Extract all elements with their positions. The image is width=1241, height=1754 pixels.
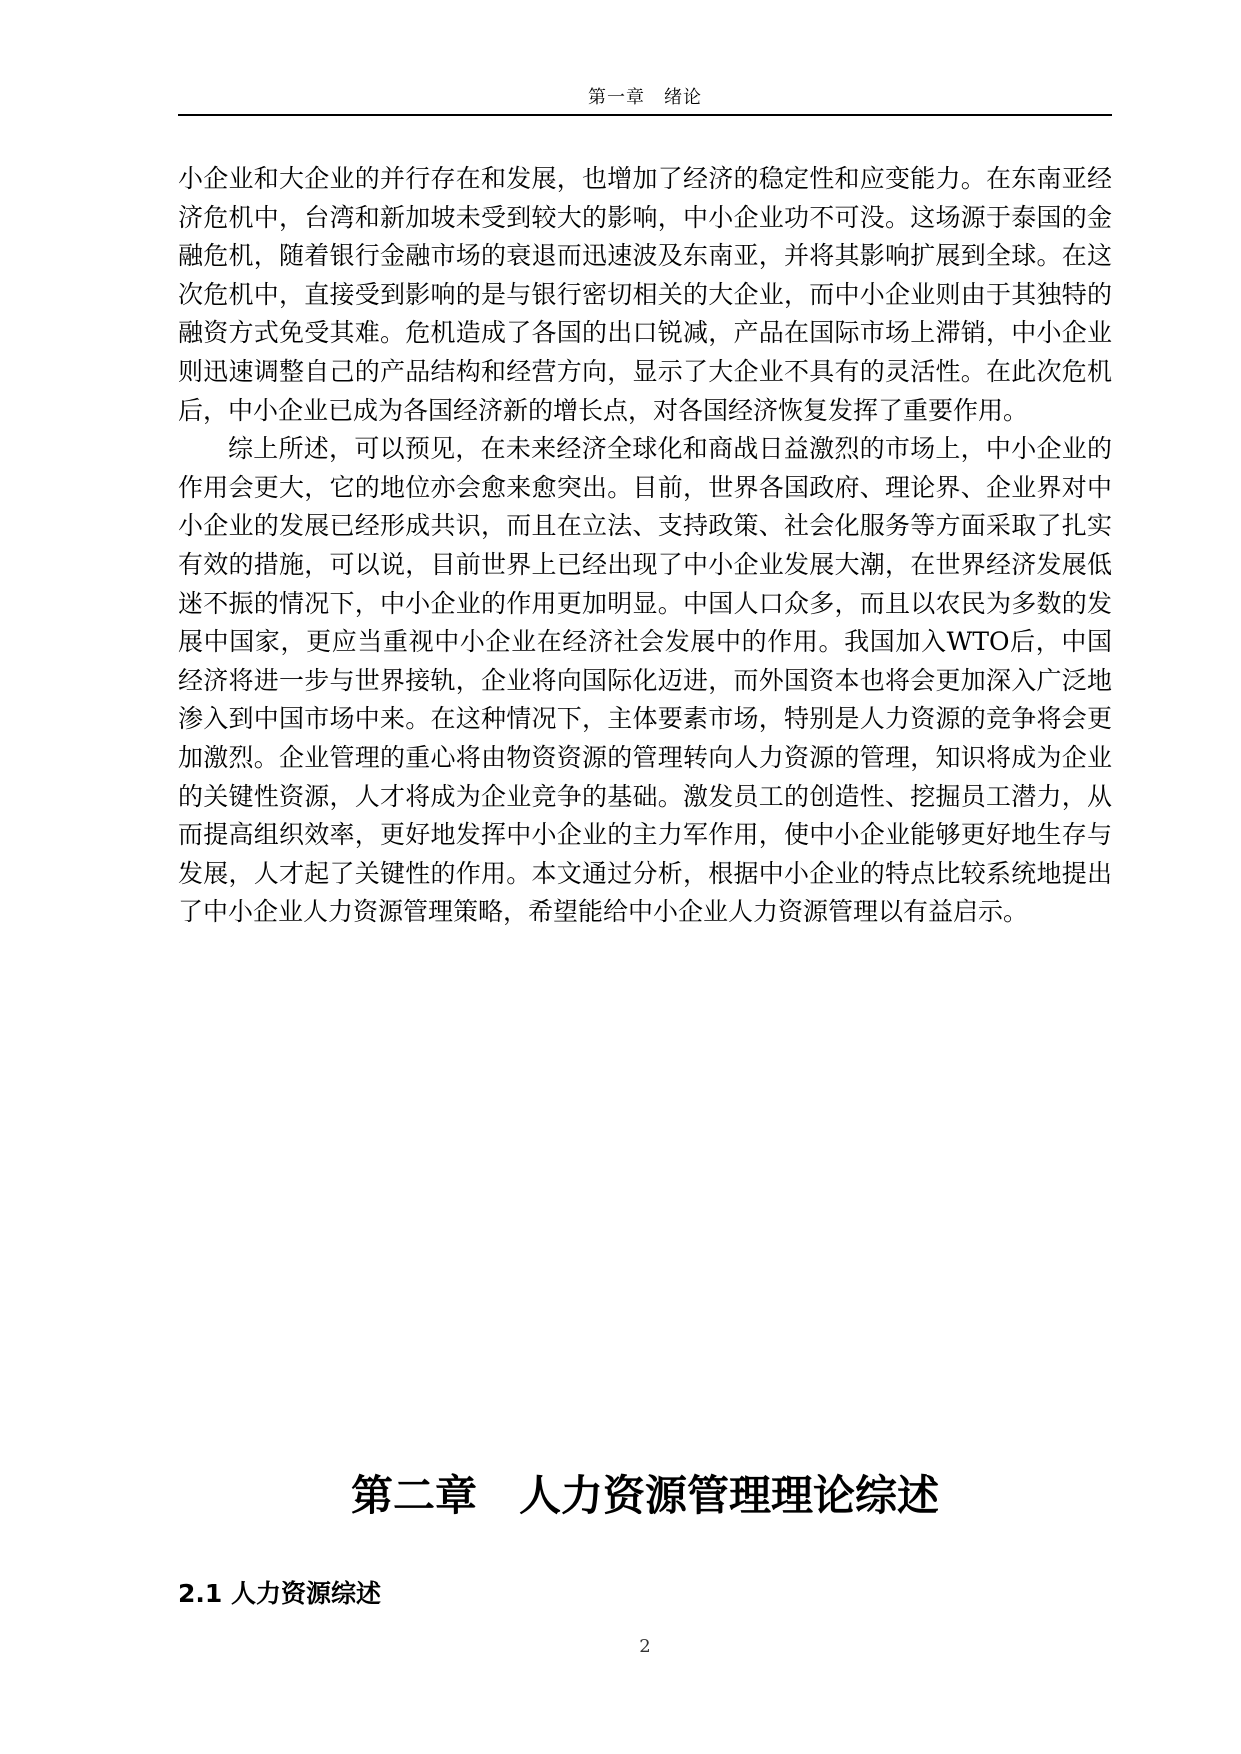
section-heading: 2.1 人力资源综述 [178, 1579, 381, 1608]
header-divider [178, 114, 1112, 116]
body-text [178, 160, 1112, 932]
page-number: 2 [639, 1636, 651, 1657]
running-header: 第一章 绪论 [588, 87, 702, 108]
paragraph-summary: 综上所述，可以预见，在未来经济全球化和商战日益激烈的市场上，中小企业的作用会更大，它的地位亦会愈来愈突出。目前，世界各国政府、理论界、企业界对中小企业的发展已经形成共识，而且在立法、支持政策、社会化服务等方面采取了扎实有效的措施，可以说，目前世界上已经出现了中小企业发展大潮，在世界经济发展低迷不振的情况下，中小企业的作用更加明显。中国人口众多，而且以农民为多数的发展中国家，更应当重视中小企业在经济社会发展中的作用。我国加入WTO后，中国经济将进一步与世界接轨，企业将向国际化迈进，而外国资本也将会更加深入广泛地渗入到中国市场中来。在这种情况下，主体要素市场，特别是人力资源的竞争将会更加激烈。企业管理的重心将由物资资源的管理转向人力资源的管理，知识将成为企业的关键性资源，人才将成为企业竞争的基础。激发员工的创造性、挖掘员工潜力，从而提高组织效率，更好地发挥中小企业的主力军作用，使中小企业能够更好地生存与发展，人才起了关键性的作用。本文通过分析，根据中小企业的特点比较系统地提出了中小企业人力资源管理策略，希望能给中小企业人力资源管理以有益启示。 [178, 434, 1112, 927]
paragraph-continued: 小企业和大企业的并行存在和发展，也增加了经济的稳定性和应变能力。在东南亚经济危机中，台湾和新加坡未受到较大的影响，中小企业功不可没。这场源于泰国的金融危机，随着银行金融市场的衰退而迅速波及东南亚，并将其影响扩展到全球。在这次危机中，直接受到影响的是与银行密切相关的大企业，而中小企业则由于其独特的融资方式免受其难。危机造成了各国的出口锐减，产品在国际市场上滞销，中小企业则迅速调整自己的产品结构和经营方向，显示了大企业不具有的灵活性。在此次危机后，中小企业已成为各国经济新的增长点，对各国经济恢复发挥了重要作用。 [178, 164, 1112, 425]
chapter-title: 第二章 人力资源管理理论综述 [350, 1471, 939, 1520]
